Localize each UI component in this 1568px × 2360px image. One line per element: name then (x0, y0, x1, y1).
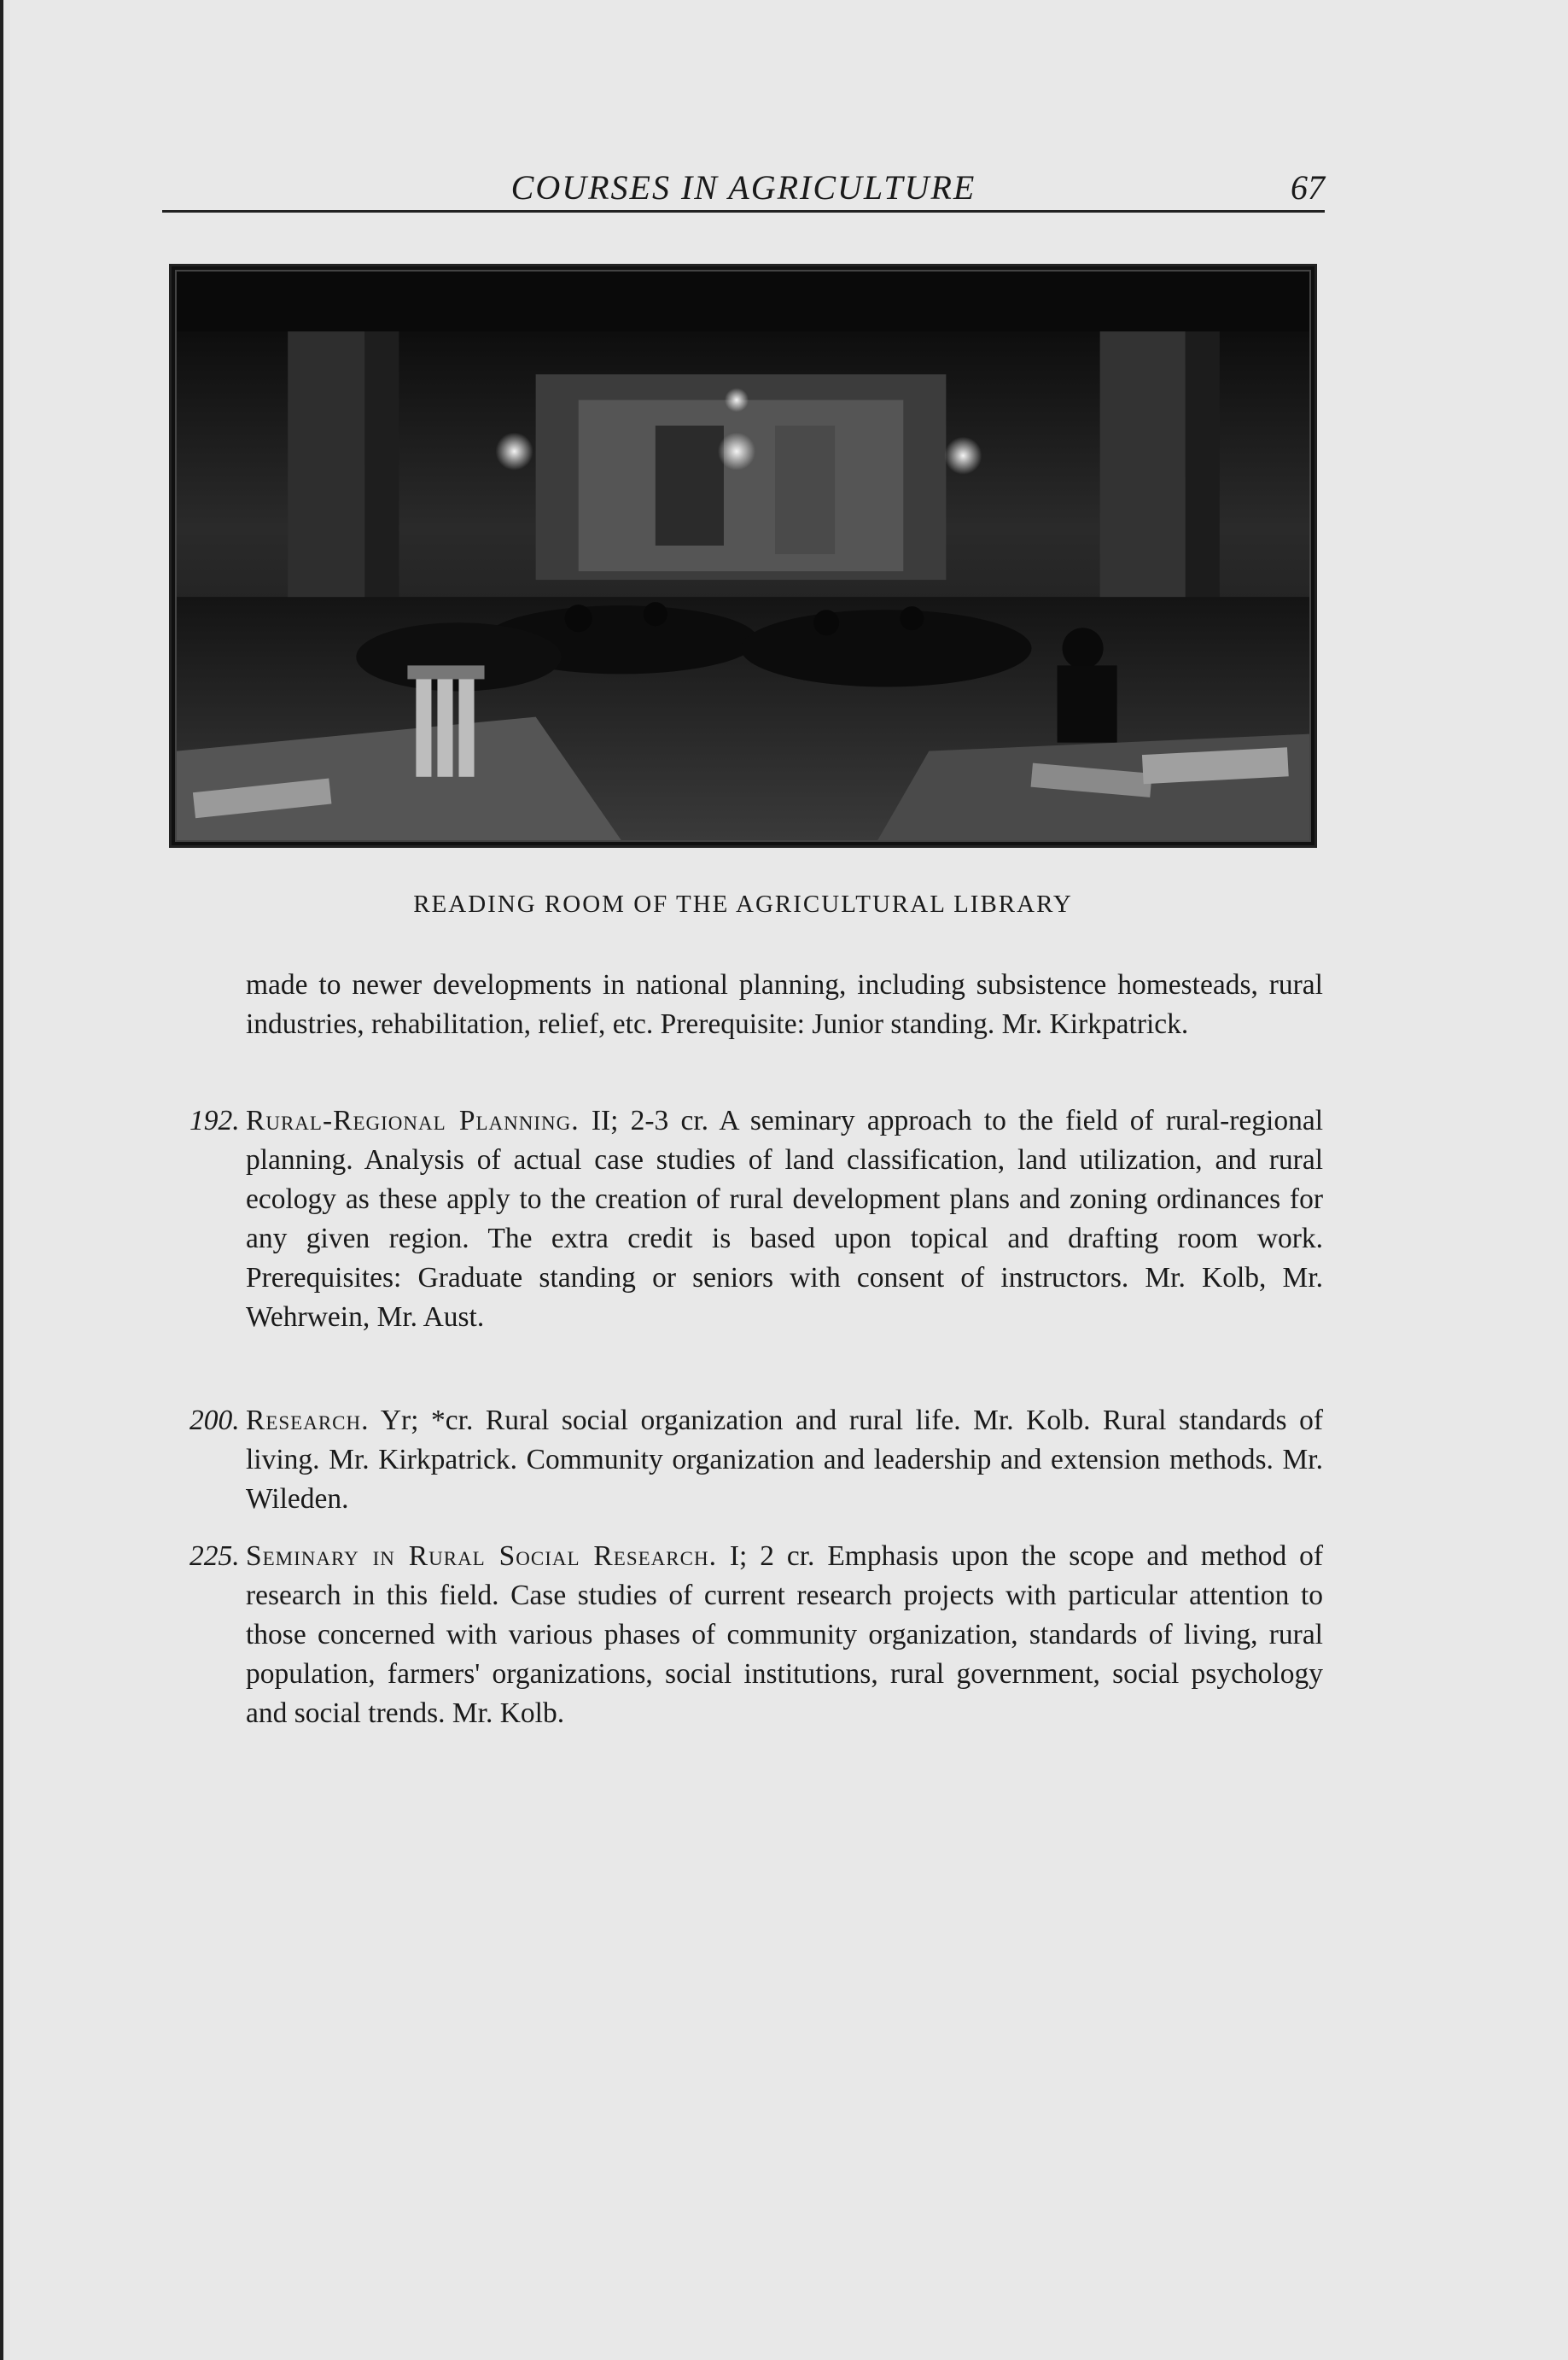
course-description (246, 1101, 1323, 1337)
library-photograph (169, 264, 1317, 848)
course-title: Research. (246, 1405, 370, 1436)
figure-caption: READING ROOM OF THE AGRICULTURAL LIBRARY (413, 891, 1073, 918)
course-text: I; 2 cr. Emphasis upon the scope and method of research in this field. Case studies of current research projects with particular attention to those concerned with various phases of community organization, standards of living, rural population, farmers' organizations, social institutions, rural government, social psychology and social trends. Mr. Kolb. (246, 1540, 1323, 1729)
running-head: COURSES IN AGRICULTURE (510, 168, 976, 207)
course-number: 225. (189, 1540, 240, 1572)
course-text: II; 2-3 cr. A seminary approach to the field of rural-regional planning. Analysis of actual case studies of land classification, land utilization, and rural ecology as these apply to the creation of rural development plans and zoning ordinances for any given region. The extra credit is based upon topical and drafting room work. Prerequisites: Graduate standing or seniors with consent of instructors. Mr. Kolb, Mr. Wehrwein, Mr. Aust. (246, 1105, 1324, 1333)
page-number: 67 (1291, 168, 1325, 207)
continuation-paragraph: made to newer developments in national planning, including subsistence homesteads, rural industries, rehabilitation, relief, etc. Prerequisite: Junior standing. Mr. Kirkpatrick. (246, 969, 1323, 1040)
course-number: 192. (189, 1105, 240, 1136)
course-number: 200. (189, 1405, 240, 1436)
course-description (246, 1401, 1323, 1519)
reading-room-illustration (177, 272, 1309, 840)
page-edge (0, 0, 3, 2360)
photograph-image (175, 270, 1311, 842)
course-description (246, 1537, 1323, 1733)
course-title: Seminary in Rural Social Research. (246, 1540, 717, 1572)
course-title: Rural-Regional Planning. (246, 1105, 580, 1136)
page-header (162, 167, 1325, 213)
course-text: Yr; *cr. Rural social organization and rural life. Mr. Kolb. Rural standards of living. Mr. Kirkpatrick. Community organization and leadership and extension methods. Mr. Wileden. (246, 1405, 1323, 1515)
